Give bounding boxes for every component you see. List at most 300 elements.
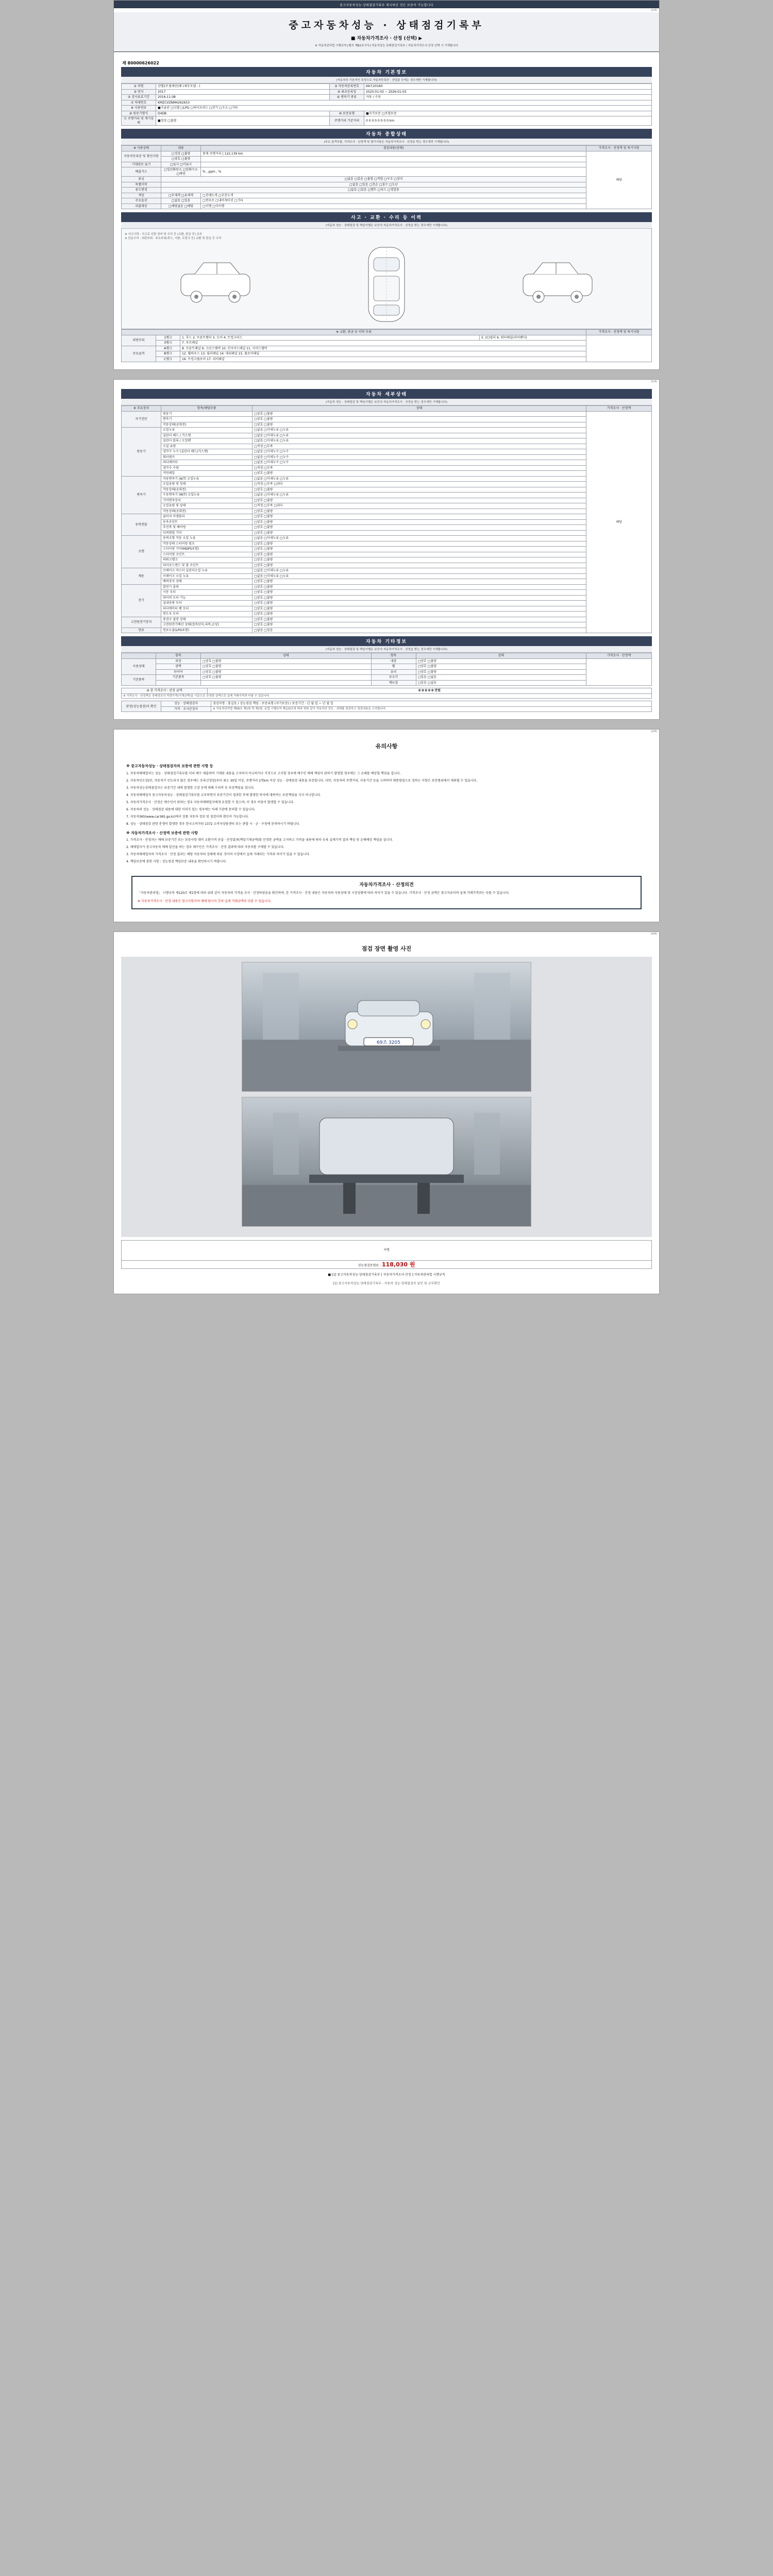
cell-label: ④ 최초등록일: [330, 89, 364, 95]
notice-title: 유의사항: [375, 743, 398, 750]
cell-state: □해당없음 □해당: [161, 204, 201, 209]
table-row: [122, 547, 652, 552]
detail-item-state[interactable]: □양호 □불량: [253, 557, 586, 563]
table-row: [122, 157, 652, 162]
cell-label: 주요옵션: [122, 198, 161, 204]
detail-item-state[interactable]: □양호 □불량: [253, 519, 586, 525]
cell-state: □무채색 □유채색: [161, 193, 201, 198]
table-row: [122, 460, 652, 466]
table-row: [122, 680, 652, 686]
col-head: 항목: [371, 653, 416, 659]
table-row: [122, 595, 652, 601]
detail-item-label: 충전구 절연 상태: [161, 617, 253, 622]
cell-value: ■정상 □불량: [156, 116, 330, 126]
notice-item: 8. 성능 · 상태점검 관련 분쟁이 발생한 경우 한국소비자원 1372 소비자상담센터 또는 관할 시 · 군 · 구청에 문의하시기 바랍니다.: [126, 822, 300, 826]
detail-group-label: 변속기: [122, 476, 161, 514]
declaration-body: 「자동차관리법」 시행규칙 제120조 제1항에 따라 위와 같이 자동차의 가격을 조사 · 산정하였음을 확인하며, 본 가격조사 · 산정 내용은 자동차의 사용상태 및 시장상황에 따라 차이가 있을 수 있습니다. 가격조사 · 산정 금액은 참고자료이며 실제 거래가격과는 다를 수 있습니다.: [138, 891, 510, 895]
sign-row-label: 성능 · 상태점검자: [161, 701, 211, 707]
cell-detail: % , ppm , %: [201, 167, 586, 177]
detail-item-state[interactable]: □양호 □불량: [253, 498, 586, 503]
page-mark-3: (2/4): [651, 730, 657, 734]
col-head: ※ 사용상태: [122, 146, 161, 151]
detail-item-label: 오일누유: [161, 428, 253, 433]
diagram-legend-2: ※ 단순수리 : 외판부위 · 주요부위(후드, 지붕, 트렁크 등) 교환 및 판금 등 수리: [125, 237, 222, 240]
detail-item-label: 동력조향 작동 오일 누유: [161, 536, 253, 541]
other-group-label: 사용상태: [122, 658, 156, 675]
cell-parts: 12. 휠하우스 13. 필러패널 14. 대쉬패널 15. 플로어패널: [180, 351, 586, 357]
table-row: [122, 1240, 652, 1260]
cell-label: 특별이력: [122, 182, 161, 188]
table-row: [122, 509, 652, 514]
notice-head-1: ※ 중고자동차성능 · 상태점검자의 보증에 관한 사항 등: [126, 764, 213, 769]
detail-item-label: 작동상태(공회전): [161, 422, 253, 428]
table-row: [122, 411, 652, 417]
detail-item-state[interactable]: □양호 □불량: [253, 514, 586, 520]
table-row: [122, 487, 652, 493]
notice-item: 3. 자동차성능상태점검자는 보증기간 내에 발생한 고장 등에 대해 수리비 등 보증책임을 집니다.: [126, 786, 255, 790]
detail-item-state[interactable]: □양호 □불량: [253, 530, 586, 536]
detail-item-label: 연료누출(LPG포함): [161, 628, 253, 633]
cell-label: 배출가스: [122, 167, 161, 177]
document-number-row: [122, 60, 652, 66]
detail-item-state[interactable]: □양호 □불량: [253, 541, 586, 547]
col-head: 내용: [161, 146, 201, 151]
car-view-front-right: [519, 253, 596, 315]
page-subtitle: ■ 자동차가격조사 · 산정 (선택) ▶: [350, 36, 423, 41]
other-group-label: 기본품목: [122, 675, 156, 686]
car-diagram-row: [125, 240, 648, 326]
detail-item-state[interactable]: □양호 □불량: [253, 606, 586, 612]
cell-rank: B랭크: [156, 351, 180, 357]
table-row: [122, 525, 652, 531]
cell-state: □없음 □있음 □렌트 □리스 □영업용: [161, 188, 586, 193]
detail-item-label: 기어변속장치: [161, 498, 253, 503]
table-row: [122, 1260, 652, 1269]
damage-parts-table: [121, 329, 652, 362]
other-item-label: 휠: [371, 664, 416, 670]
cell-detail: 현재 주행거리 | 122,139 km: [201, 151, 586, 157]
cell-label: 튜닝: [122, 177, 161, 182]
detail-item-state[interactable]: □없음 □미세누유 □누유: [253, 438, 586, 444]
notice-item: 2. 자동차인도일(단, 자동차가 인도되지 않은 경우에는 등록신청일)부터 최소 30일 이상, 주행거리 2천km 이상 성능 · 상태점검 내용을 보증합니다. 다만, 자동차의 주행거리, 사용기간 등을 고려하여 대통령령으로 정하는 사항은 보증범위에서 제외될 수 있습니다.: [126, 778, 478, 783]
section-other-title: 자동차 기타정보: [121, 636, 652, 646]
detail-item-label: 수동변속기 (M/T) 오일누유: [161, 493, 253, 498]
table-row: [122, 433, 652, 438]
cell-price: 해당: [586, 151, 652, 209]
detail-item-label: 작동상태 스티어링 펌프: [161, 541, 253, 547]
table-row: [122, 476, 652, 482]
other-item-state[interactable]: □양호 □불량: [416, 669, 586, 675]
other-info-table: [121, 653, 652, 686]
car-view-front-left: [177, 253, 254, 315]
table-row: [122, 198, 652, 204]
cell-label: ⑪ 주행거리 및 계기상태: [122, 116, 156, 126]
sign-label: 서명: [122, 1240, 652, 1260]
table-row: [122, 573, 652, 579]
other-item-label: [156, 680, 201, 686]
svg-text:69조 3205: 69조 3205: [377, 1040, 400, 1045]
section-detail-note: (자동차 성능 · 상태점검 및 책임이행은 보증의 자동차가격조사 · 산정을 받는 경우에만 기재합니다): [121, 399, 652, 405]
declaration-title: 자동차가격조사 · 산정의견: [359, 883, 414, 888]
cell-value: 69조20160: [364, 84, 652, 90]
cell-label: 리콜대상: [122, 204, 161, 209]
cell-value: 산텔1트림세단(페 (세부모델 - ): [156, 84, 330, 90]
table-row: [122, 701, 652, 707]
photo-gallery: [121, 957, 652, 1237]
other-item-state[interactable]: □양호 □불량: [416, 658, 586, 664]
detail-item-label: 라디에이터: [161, 460, 253, 466]
detail-item-state[interactable]: □없음 □미세누유 □누유: [253, 568, 586, 574]
table-row: [122, 612, 652, 617]
detail-item-label: 고전원전기배선 상태(접속단자,피복,손상): [161, 622, 253, 628]
cell-parts: 7. 루프패널: [180, 341, 586, 346]
detail-item-label: 브레이크 마스터 실린더오일 누유: [161, 568, 253, 574]
cell-label: ⑧ 사용연료: [122, 106, 156, 111]
other-item-state[interactable]: □양호 □불량: [201, 669, 372, 675]
col-head: [122, 653, 156, 659]
parts-title: ※ 교환, 판금 등 이력 부위: [122, 330, 586, 335]
docno-value: 80000626022: [127, 61, 159, 65]
cell-label: ⑩ 보증유형: [330, 111, 364, 116]
other-item-label: 타이어: [156, 669, 201, 675]
other-item-label: 매뉴얼: [371, 680, 416, 686]
table-header-row: [122, 330, 652, 335]
cell-label: 기대관로 표기: [122, 162, 161, 167]
detail-item-state[interactable]: □없음 □미세누유 □누유: [253, 433, 586, 438]
title-block: [114, 12, 659, 52]
parts-right-head: 가격조사 · 산정액 및 특기사항: [586, 330, 652, 335]
table-row: [122, 557, 652, 563]
detail-item-state[interactable]: □양호 □불량: [253, 411, 586, 417]
cell-value: D4DB: [156, 111, 330, 116]
detail-item-state[interactable]: □없음 □있음: [253, 628, 586, 633]
cell-rank: C랭크: [156, 357, 180, 362]
detail-item-state[interactable]: □양호 □불량: [253, 471, 586, 477]
detail-item-state[interactable]: □양호 □불량: [253, 612, 586, 617]
table-row: [122, 116, 652, 126]
sheet-4: [113, 931, 660, 1295]
detail-item-state[interactable]: □양호 □불량: [253, 595, 586, 601]
inspection-photo-front: [242, 962, 531, 1092]
detail-item-label: 실린더 블록 / 오일팬: [161, 438, 253, 444]
table-row: [122, 628, 652, 633]
declaration-box: [131, 876, 642, 909]
cell-state: □없음 □있음 □전손 □침수 □도난: [161, 182, 586, 188]
table-row: [122, 606, 652, 612]
cell-label: ③ 연식: [122, 89, 156, 95]
other-item-state[interactable]: □있음 □없음: [416, 680, 586, 686]
other-item-label: 외장: [156, 658, 201, 664]
cell-rank: 1랭크: [156, 335, 180, 341]
table-row: [122, 688, 652, 694]
detail-item-label: 작동상태(공회전): [161, 487, 253, 493]
detail-item-label: 라디에이터 팬 모터: [161, 606, 253, 612]
sheet-1: [113, 0, 660, 370]
col-head: 상태: [201, 653, 372, 659]
inspection-photo-underbody: [242, 1097, 531, 1227]
top-banner: 중고자동차성능·상태점검기록부 제시하신 것은 보증이 가능합니다: [114, 1, 659, 8]
table-row: [122, 193, 652, 198]
detail-item-label: 스티어링 조인트: [161, 552, 253, 557]
cell-state: □일산화탄소 □탄화수소 □매연: [161, 167, 201, 177]
cell-parts: 1. 후드 2. 프론트펜더 3. 도어 4. 트렁크리드: [180, 335, 480, 341]
table-row: [122, 617, 652, 622]
cell-value: ■자가보증 □보험보증: [364, 111, 652, 116]
detail-item-label: 냉각수 누수 (실린더 헤드/가스켓): [161, 449, 253, 455]
detail-item-label: 작동상태(공회전): [161, 509, 253, 514]
detail-item-label: 냉각수 수량: [161, 465, 253, 471]
detail-group-label: 동력전달: [122, 514, 161, 536]
detail-item-label: 클러치 어셈블리: [161, 514, 253, 520]
table-row: [122, 449, 652, 455]
detail-item-state[interactable]: □양호 □불량: [253, 547, 586, 552]
detail-item-label: 파워크랭크: [161, 557, 253, 563]
table-row: [122, 675, 652, 681]
section-accident-title: 사고 · 교환 · 수리 등 이력: [121, 212, 652, 222]
notice-head-2: ※ 자동차가격조사 · 산정액 보증에 관한 사항: [126, 831, 198, 835]
table-header-row: [122, 653, 652, 659]
section-other-note: (자동차 성능 · 상태점검 및 책임이행은 보증의 자동차가격조사 · 산정을 받는 경우에만 기재합니다): [121, 646, 652, 653]
detail-item-state[interactable]: □없음 □미세누유 □누유: [253, 493, 586, 498]
detail-item-state[interactable]: □양호 □불량: [253, 590, 586, 596]
table-row: [122, 669, 652, 675]
detail-item-state[interactable]: □없음 □미세누유 □누유: [253, 536, 586, 541]
cell-price: [586, 335, 652, 362]
detail-item-state[interactable]: □양호 □불량: [253, 487, 586, 493]
insurance-fee-label: 성능점검보험료 :: [358, 1263, 381, 1267]
cell-value: ■가솔린 □디젤 □LPG □하이브리드 □전기 □수소 □기타: [156, 106, 652, 111]
detail-item-label: 실내송풍 모터: [161, 601, 253, 606]
col-head: 상태: [253, 406, 586, 412]
footer-note-1: ■ [1] 중고자동차성능·상태점검기록부 [ 자동차가격조사·산정 ] 자동차관리법 시행규칙: [328, 1273, 445, 1277]
price-label: ※ 총 가격조사 · 산정 금액: [122, 688, 208, 694]
table-row: [122, 357, 652, 362]
notice-item: 1. 가격조사 · 산정자는 매매 보증기간 또는 보증사항 대비 교환가격 산출 · 산정결과(책임기재금액)를 산정한 금액을 고지하고 가격을 내용에 따라 등록 실제가격 결과 책임 및 손해배상 책임을 집니다.: [126, 838, 393, 842]
notice-item: 4. 책임보증에 관한 사항 : 성능점검 책임보증 내용을 확인하시기 바랍니다.: [126, 860, 227, 864]
other-item-label: 유리: [371, 669, 416, 675]
detail-item-label: 발전기 출력: [161, 584, 253, 590]
table-row: [122, 579, 652, 585]
footer-note-2: [1] 중고자동차성능·상태점검기록부 - 자동차 성능·상태점검자 날인 및 교부확인: [333, 1282, 440, 1286]
table-row: [122, 182, 652, 188]
cell-group: 외판부위: [122, 335, 156, 346]
table-row: [122, 351, 652, 357]
other-item-state[interactable]: □양호 □불량: [201, 675, 372, 681]
other-item-state[interactable]: [201, 680, 372, 686]
table-row: [122, 188, 652, 193]
notice-item: 3. 자동차매매업자의 가격조사 · 산정 결과는 해당 자동차의 상태에 따른 것이며 시장에서 실제 거래되는 가격과 차이가 있을 수 있습니다.: [126, 853, 310, 857]
other-item-label: 광택: [156, 664, 201, 670]
detail-item-state[interactable]: □양호 □불량: [253, 601, 586, 606]
table-row: [122, 498, 652, 503]
page-title: 중고자동차성능 · 상태점검기록부: [289, 20, 484, 31]
detail-item-state[interactable]: □적정 □부족: [253, 465, 586, 471]
cell-detail: □전체도색 □부분도색: [201, 193, 586, 198]
table-row: [122, 204, 652, 209]
table-row: [122, 95, 652, 100]
sign-row-value: 점검자명 : 홍길동 / 성능점검 책임 : 보증유형 (자기보증) / 보증기간 : 년 월 일 ~ 년 월 일: [211, 701, 652, 707]
page-mark-1: (1/4): [651, 9, 657, 12]
detail-group-label: 제동: [122, 568, 161, 585]
detail-item-state[interactable]: □양호 □불량: [253, 417, 586, 422]
table-row: [122, 100, 652, 106]
cell-state: □양호 □불량: [161, 157, 201, 162]
detail-item-state[interactable]: □양호 □불량: [253, 622, 586, 628]
table-row: [122, 84, 652, 90]
cell-value: 2025-01-03 ~ 2026-01-03: [364, 89, 652, 95]
table-row: [122, 706, 652, 712]
price-summary-table: [121, 688, 652, 699]
detail-group-label: 고전원전기장치: [122, 617, 161, 628]
detail-item-state[interactable]: □양호 □불량: [253, 584, 586, 590]
table-row: [122, 471, 652, 477]
table-row: [122, 346, 652, 351]
cell-value: 2017: [156, 89, 330, 95]
detail-item-label: 디퍼렌셜 기어: [161, 530, 253, 536]
signature-area: [121, 1240, 652, 1269]
detail-item-state[interactable]: □적정 □부족 □과다: [253, 482, 586, 487]
cell-state: □없음 □있음: [161, 198, 201, 204]
detail-item-state[interactable]: □양호 □불량: [253, 422, 586, 428]
cell-detail: [201, 157, 586, 162]
page-mark-4: (4/4): [651, 932, 657, 936]
other-item-label: 내장: [371, 658, 416, 664]
table-header-row: [122, 406, 652, 412]
detail-item-label: 브레이크 오일 누유: [161, 573, 253, 579]
page-mark-2: (1/4): [651, 380, 657, 383]
cell-detail: □이행 □미이행: [201, 204, 586, 209]
section-overall-title: 자동차 종합상태: [121, 129, 652, 139]
detail-item-label: 자동변속기 (A/T) 오일누유: [161, 476, 253, 482]
col-head: 상태: [416, 653, 586, 659]
detail-item-state[interactable]: □없음 □미세누수 □누수: [253, 449, 586, 455]
detail-item-state[interactable]: □없음 □미세누유 □누유: [253, 573, 586, 579]
detail-item-state[interactable]: □없음 □미세누수 □누수: [253, 460, 586, 466]
cell-detail: □썬루프 □내비게이션 □기타: [201, 198, 586, 204]
sign-row-label: 가격 · 조사산정자: [161, 706, 211, 712]
notice-item: 6. 자동차의 성능 · 상태점검 내용에 대한 이의가 있는 경우에는 아래 기관에 문의할 수 있습니다.: [126, 807, 256, 811]
section-overall-note: (주요 골격부품, 가격조사 · 산정액 및 평가사항은 자동차가격조사 · 산정을 받는 경우에만 기재합니다): [121, 139, 652, 145]
detail-item-state[interactable]: □양호 □불량: [253, 579, 586, 585]
detail-group-label: 전기: [122, 584, 161, 617]
damage-diagram: [121, 229, 652, 329]
table-row: [122, 106, 652, 111]
table-row: [122, 536, 652, 541]
detail-item-state[interactable]: □양호 □불량: [253, 552, 586, 557]
detail-item-state[interactable]: □적정 □부족 □과다: [253, 503, 586, 509]
table-row: [122, 454, 652, 460]
table-row: [122, 341, 652, 346]
cell-state: □표시 □미표시: [161, 162, 201, 167]
page-subnote: ※ 자동차관리법 시행규칙 [별지 제82호서식] 자동차성능·상태점검기록부 / 자동차가격조사·산정 선택 시 기재합니다: [315, 44, 458, 47]
detail-item-label: 와이퍼 모터 기능: [161, 595, 253, 601]
detail-item-state[interactable]: □적정 □부족: [253, 444, 586, 449]
cell-label: ② 자동차등록번호: [330, 84, 364, 90]
docno-label: 제: [122, 61, 126, 65]
notice-body: [121, 755, 652, 871]
sign-row-value: ※ 자동차관리법 제58조 제1항 및 제2항, 동법 시행규칙 제120조에 따라 위와 같이 자동차의 성능 · 상태를 점검하고 점검내용을 고지합니다.: [211, 706, 652, 712]
table-row: [122, 417, 652, 422]
table-row: [122, 563, 652, 568]
cell-state: □없음 □있음 □불법 □적법 □구조 □장치: [161, 177, 586, 182]
detail-group-label: 원동기: [122, 428, 161, 477]
cell-label: 색상: [122, 193, 161, 198]
cell-label: ⑨ 원동기형식: [122, 111, 156, 116]
cell-detail: [201, 162, 586, 167]
cell-rank: A랭크: [156, 346, 180, 351]
notice-item: 7. 자동차365(www.car365.go.kr)에서 상품 자동차 정보 및 점검이력 확인이 가능합니다.: [126, 815, 249, 819]
col-head: 가격조사 · 산정액 및 특기사항: [586, 146, 652, 151]
detail-item-state[interactable]: □양호 □불량: [253, 617, 586, 622]
section-detail-title: 자동차 세부상태: [121, 389, 652, 399]
table-row: [122, 335, 652, 341]
detail-item-state[interactable]: □없음 □미세누유 □누유: [253, 428, 586, 433]
col-head: 항목/해당부품: [161, 406, 253, 412]
table-row: [122, 530, 652, 536]
detail-item-state[interactable]: □양호 □불량: [253, 563, 586, 568]
section-basic-title: 자동차 기본정보: [121, 67, 652, 77]
detail-item-label: 워터펌프: [161, 454, 253, 460]
detail-item-state[interactable]: □없음 □미세누유 □누유: [253, 476, 586, 482]
table-row: [122, 552, 652, 557]
section-accident-note: (자동차 성능 · 상태점검 및 책임이행은 보증의 자동차가격조사 · 산정을 받는 경우에만 기재합니다): [121, 222, 652, 229]
col-head: 가격조사 · 산정액: [586, 653, 652, 659]
overall-state-table: [121, 145, 652, 209]
table-row: [122, 584, 652, 590]
other-item-label: 보조키: [371, 675, 416, 681]
sign-title: 판정(성능점검)자 확인: [122, 701, 161, 712]
detail-item-state[interactable]: □양호 □불량: [253, 509, 586, 514]
cell-label: 주행거리 기준거리: [330, 116, 364, 126]
detail-item-state[interactable]: □없음 □미세누수 □누수: [253, 454, 586, 460]
insurance-fee-row: [122, 1260, 652, 1269]
detail-item-label: 추진축 및 베어링: [161, 525, 253, 531]
signature-table: [121, 701, 652, 712]
cell-value: KMZCVZNM4262653: [156, 100, 652, 106]
table-row: [122, 151, 652, 157]
detail-item-label: 타이로드엔드 및 볼 조인트: [161, 563, 253, 568]
other-price-cell: [586, 658, 652, 686]
cell-label: 자동차등록증 및 확인사항: [122, 151, 161, 162]
detail-item-label: 배력장치 상태: [161, 579, 253, 585]
notice-item: 1. 자동차매매업자는 성능 · 상태점검기록부를 미리 매수 제출하여 기재된 내용을 고지하지 아니하거나 거짓으로 고지할 경우에 매수인 매매 책임이 관하기 발생할 경우에는 그 손해를 배상할 책임을 집니다.: [126, 771, 401, 775]
table-row: [122, 514, 652, 520]
detail-item-state[interactable]: □양호 □불량: [253, 525, 586, 531]
other-item-state[interactable]: □있음 □없음: [416, 675, 586, 681]
col-head: 점검내용(상태): [201, 146, 586, 151]
table-row: [122, 444, 652, 449]
price-value: 0 0 0 0 0 만원: [208, 688, 652, 694]
cell-value: 0 0 0 0 0 0 0 0 km: [364, 116, 652, 126]
other-item-state[interactable]: □양호 □불량: [201, 664, 372, 670]
detail-item-label: 스티어링 기어(MDPS포함): [161, 547, 253, 552]
detail-group-label: 연료: [122, 628, 161, 633]
table-row: [122, 493, 652, 498]
detail-item-label: 오일 유량: [161, 444, 253, 449]
detail-item-label: 윈도우 모터: [161, 612, 253, 617]
other-item-label: 기본품목: [156, 675, 201, 681]
cell-parts: 8. 프론트패널 9. 크로스멤버 10. 인사이드패널 11. 사이드멤버: [180, 346, 586, 351]
detail-group-label: 자기진단: [122, 411, 161, 428]
notice-item: 5. 자동차가격조사 · 산정은 매수인이 원하는 경우 자동차매매업자에게 요청할 수 있으며, 이 경우 비용이 발생할 수 있습니다.: [126, 800, 294, 804]
other-item-state[interactable]: □양호 □불량: [416, 664, 586, 670]
table-row: [122, 664, 652, 670]
other-item-state[interactable]: □양호 □불량: [201, 658, 372, 664]
cell-label: ⑦ 차대번호: [122, 100, 156, 106]
cell-value: 2016-11-08: [156, 95, 330, 100]
diagram-legend-1: ※ 사고이력 : 사고로 인한 정비 및 수리 등 (교환, 판금 등) 유무: [125, 233, 203, 236]
table-row: [122, 428, 652, 433]
